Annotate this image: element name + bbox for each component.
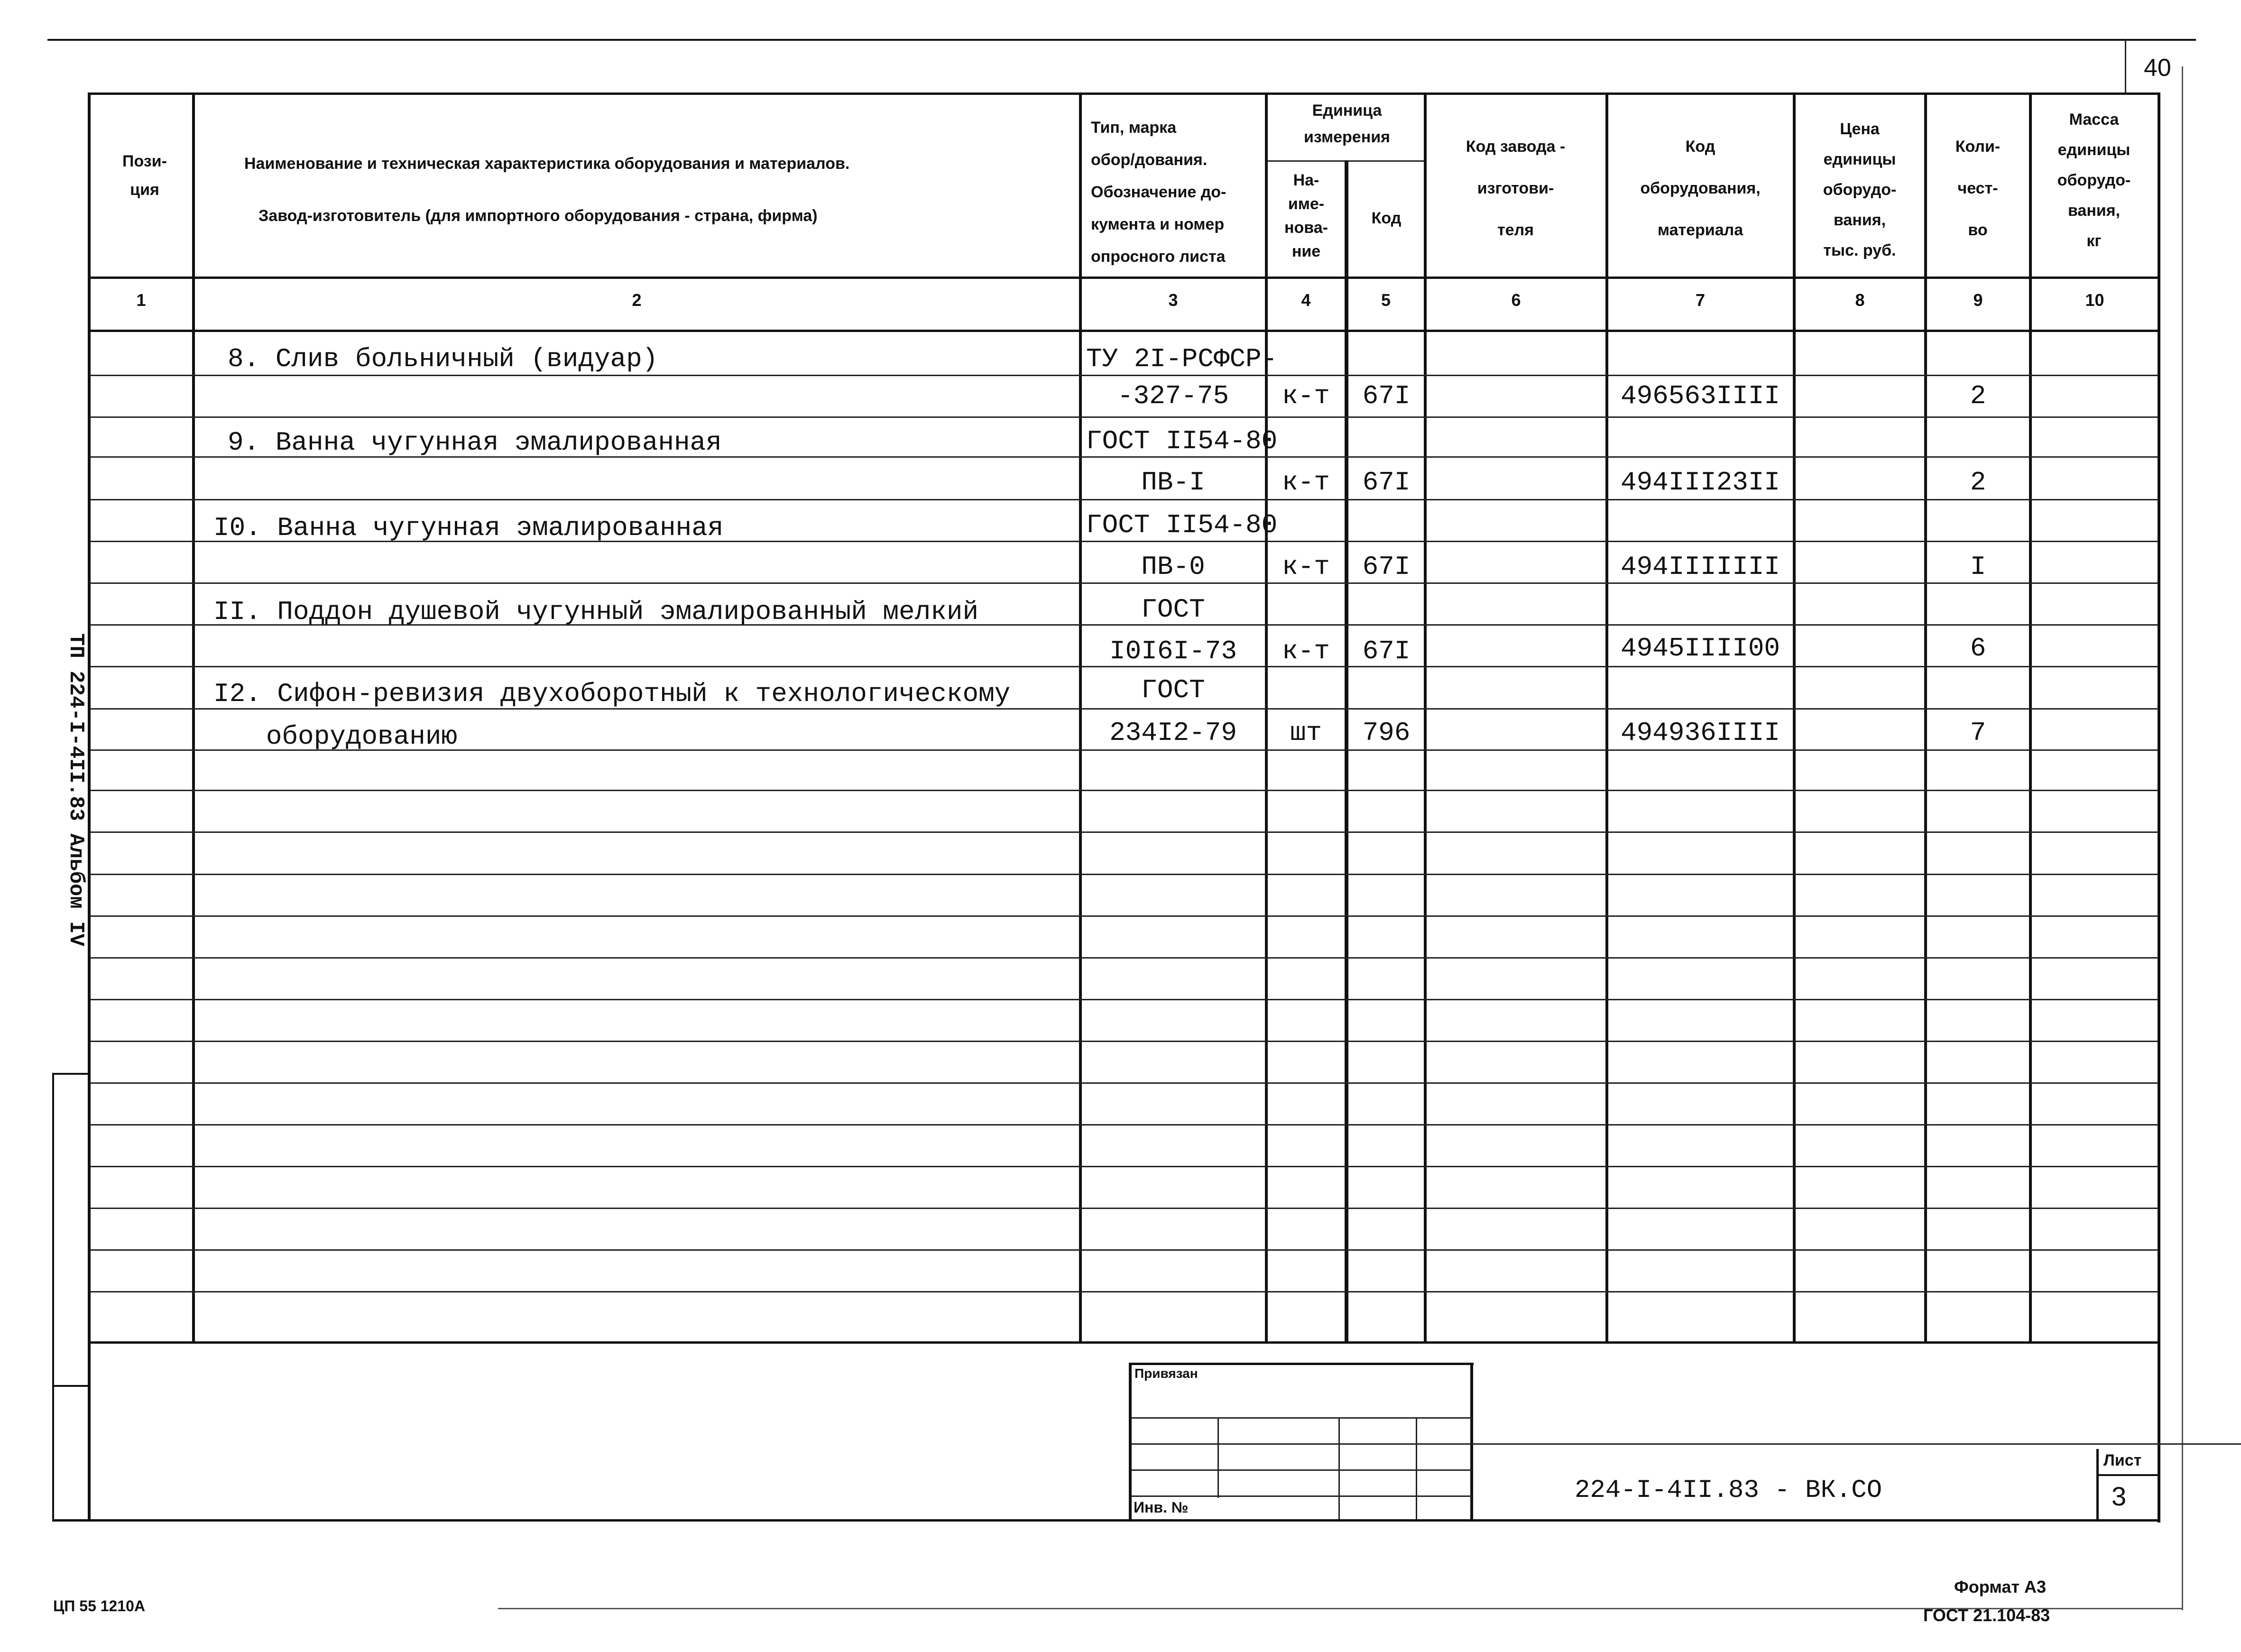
stamp-inventory-label: Инв. №	[1134, 1499, 1189, 1516]
colnum-bottom-rule	[88, 330, 2160, 332]
frame-outer-right	[2182, 66, 2183, 1610]
item-type: ПВ-0	[1141, 552, 1205, 582]
col-number-3: 3	[1168, 290, 1178, 310]
col-number-10: 10	[2085, 290, 2104, 310]
frame-right	[2158, 92, 2160, 1523]
row-rule	[90, 1291, 2158, 1292]
row-rule	[90, 874, 2158, 875]
row-rule	[90, 1124, 2158, 1126]
item-equipment-code: 494III23II	[1620, 467, 1780, 498]
side-album-label: ТП 224-I-4II.83 Альбом IV	[64, 633, 88, 947]
row-rule	[90, 790, 2158, 791]
item-type: ТУ 2I-РСФСР-	[1086, 344, 1278, 374]
col-number-5: 5	[1381, 290, 1391, 310]
item-type: ГОСТ II54-80	[1086, 426, 1278, 456]
document-code: 224-I-4II.83 - ВК.СО	[1575, 1476, 1882, 1505]
col-number-1: 1	[136, 290, 146, 310]
item-type: ГОСТ	[1141, 594, 1205, 625]
sheet-number-box-left	[2125, 39, 2126, 93]
col-line-1	[192, 92, 195, 1342]
row-rule	[90, 957, 2158, 959]
sheet-value: 3	[2112, 1481, 2127, 1511]
item-quantity: 6	[1970, 633, 1986, 664]
item-quantity: I	[1970, 552, 1986, 582]
sheet-label: Лист	[2103, 1451, 2142, 1469]
item-type: ПВ-I	[1141, 467, 1205, 498]
top-rule	[47, 39, 2196, 41]
footer-format: Формат А3	[1954, 1577, 2047, 1597]
table-body-bottom	[88, 1341, 2160, 1344]
item-quantity: 7	[1970, 718, 1986, 748]
binding-strip-outer	[52, 1073, 54, 1521]
item-unit: к-т	[1282, 467, 1330, 498]
col-line-9	[2029, 92, 2032, 1342]
footer-gost: ГОСТ 21.104-83	[1923, 1606, 2050, 1625]
item-type: I0I6I-73	[1109, 636, 1237, 666]
row-rule	[90, 1249, 2158, 1251]
col-line-7	[1793, 92, 1796, 1342]
item-unit: к-т	[1282, 552, 1330, 582]
item-unit-code: 67I	[1362, 467, 1411, 498]
item-equipment-code: 496563IIII	[1620, 381, 1780, 411]
item-name: I2. Сифон-ревизия двухоборотный к технологическому	[213, 679, 1011, 709]
header-col6: Код завода - изготови- теля	[1466, 138, 1566, 239]
footer-left-code: ЦП 55 1210А	[53, 1597, 146, 1615]
col-number-9: 9	[1973, 290, 1983, 310]
header-col1: Пози- ция	[122, 152, 167, 199]
item-equipment-code: 4945IIII00	[1620, 633, 1780, 664]
item-quantity: 2	[1970, 381, 1986, 411]
header-bottom-rule	[88, 277, 2160, 279]
item-unit: к-т	[1282, 636, 1330, 666]
row-rule	[90, 915, 2158, 917]
frame-bottom	[52, 1519, 2160, 1522]
row-rule	[90, 1166, 2158, 1167]
header-col3: Тип, марка обор/дования. Обозначение до- кумента и номер опросного листа	[1091, 119, 1227, 266]
header-col10: Масса единицы оборудо- вания, кг	[2057, 111, 2131, 250]
col-number-6: 6	[1511, 290, 1521, 310]
item-unit-code: 67I	[1362, 552, 1411, 582]
item-unit-code: 67I	[1362, 381, 1411, 411]
item-type: -327-75	[1117, 381, 1229, 411]
item-unit: шт	[1290, 718, 1322, 748]
header-unit-group: Единица измерения	[1304, 102, 1390, 146]
row-rule	[90, 1208, 2158, 1209]
header-col5: Код	[1371, 209, 1402, 227]
item-name: I0. Ванна чугунная эмалированная	[213, 513, 724, 543]
item-type: ГОСТ II54-80	[1086, 510, 1278, 540]
item-equipment-code: 494936IIII	[1620, 718, 1780, 748]
row-rule	[90, 831, 2158, 833]
col-number-4: 4	[1301, 290, 1311, 310]
col-number-2: 2	[632, 290, 642, 310]
sheet-box-left	[2096, 1449, 2099, 1520]
header-col4: На- имe- нова- ние	[1284, 171, 1328, 260]
header-col2: Наименование и техническая характеристика оборудования и материалов. Завод-изготовитель (для импортного оборудования - страна, фирма)	[244, 155, 850, 225]
stamp-linked-label: Привязан	[1134, 1366, 1198, 1381]
col-number-7: 7	[1695, 290, 1706, 310]
header-col7: Код оборудования, материала	[1640, 138, 1761, 239]
item-equipment-code: 494IIIIIII	[1620, 552, 1780, 582]
item-type: ГОСТ	[1141, 675, 1205, 705]
item-type: 234I2-79	[1109, 718, 1237, 748]
item-name: II. Поддон душевой чугунный эмалированный мелкий	[213, 597, 979, 627]
frame-top	[88, 92, 2160, 95]
col-line-4	[1345, 160, 1348, 1342]
item-unit: к-т	[1282, 381, 1330, 411]
row-rule	[90, 1041, 2158, 1042]
header-col9: Коли- чест- во	[1955, 138, 2001, 239]
item-unit-code: 67I	[1362, 636, 1411, 666]
item-name: 9. Ванна чугунная эмалированная	[228, 427, 722, 458]
col-number-8: 8	[1855, 290, 1865, 310]
sheet-number: 40	[2144, 54, 2171, 82]
item-quantity: 2	[1970, 467, 1986, 498]
header-col8: Цена единицы оборудо- вания, тыс. руб.	[1823, 120, 1897, 259]
row-rule	[90, 1082, 2158, 1084]
item-unit-code: 796	[1362, 718, 1411, 748]
item-name: оборудованию	[218, 721, 458, 752]
item-name: 8. Слив больничный (видуар)	[228, 344, 658, 374]
row-rule	[90, 999, 2158, 1000]
